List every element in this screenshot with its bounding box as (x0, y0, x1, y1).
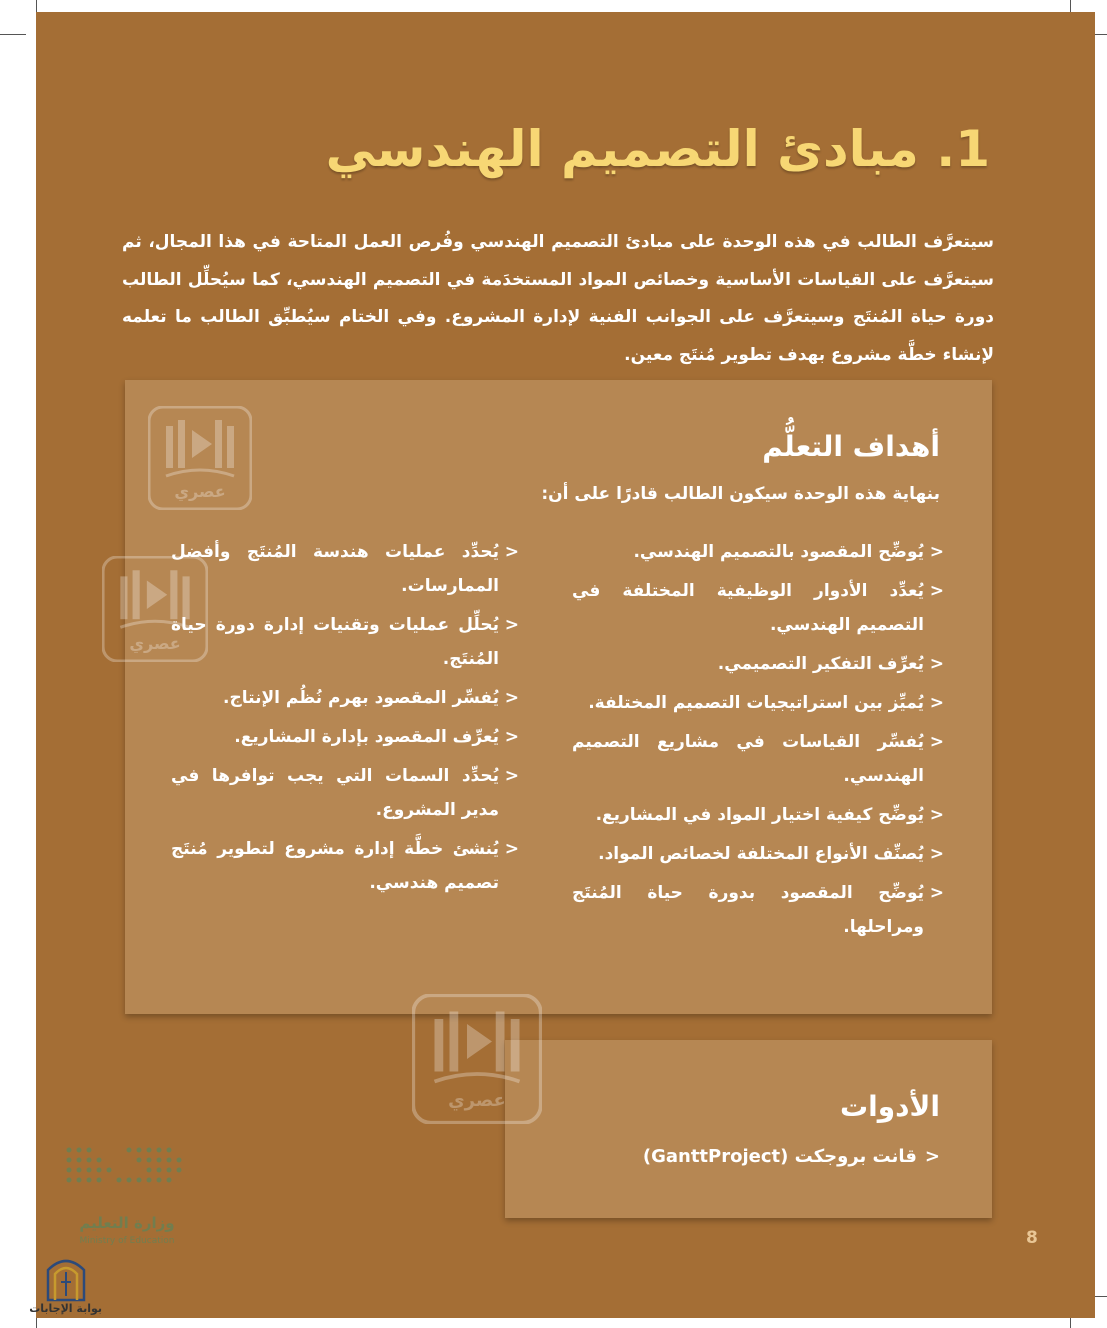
learning-goals-subtitle: بنهاية هذه الوحدة سيكون الطالب قادرًا على أن: (541, 484, 940, 504)
goal-item (572, 535, 944, 569)
learning-goals-title: أهداف التعلُّم (762, 430, 940, 463)
goal-item (572, 574, 944, 642)
chevron-left-icon: < (504, 727, 519, 747)
watermark-logo-icon (412, 994, 542, 1124)
learning-goals-panel (125, 380, 992, 1014)
goals-list-left (171, 535, 519, 905)
goal-item (572, 686, 944, 720)
watermark-label: عصري (448, 1090, 506, 1111)
ministry-dots-icon (24, 1140, 194, 1210)
tools-panel (505, 1040, 992, 1218)
goal-item (572, 647, 944, 681)
goal-item-text: يُحدِّد عمليات هندسة المُنتَج وأفضل الممارسات. (171, 542, 499, 596)
chevron-left-icon: < (929, 732, 944, 752)
goal-item (171, 832, 519, 900)
goal-item-text: يُعرِّف التفكير التصميمي. (717, 654, 924, 674)
tools-title: الأدوات (840, 1090, 940, 1123)
chevron-left-icon: < (504, 766, 519, 786)
watermark-logo-icon (102, 556, 208, 662)
goal-item (171, 720, 519, 754)
goal-item (572, 798, 944, 832)
chevron-left-icon: < (929, 805, 944, 825)
goal-item-text: يُميِّز بين استراتيجيات التصميم المختلفة. (588, 693, 924, 713)
chevron-left-icon: < (929, 581, 944, 601)
watermark-logo-icon (148, 406, 252, 510)
gate-label: بوابة الإجابات (29, 1302, 102, 1315)
goal-item-text: يُوضِّح المقصود بالتصميم الهندسي. (633, 542, 924, 562)
goal-item (171, 535, 519, 603)
chevron-left-icon: < (504, 688, 519, 708)
ministry-name-en: Ministry of Education (79, 1236, 175, 1246)
goal-item (572, 837, 944, 871)
page-number: 8 (1026, 1228, 1038, 1248)
ministry-logo (24, 1140, 194, 1260)
chevron-left-icon: < (929, 542, 944, 562)
goal-item-text: يُوضِّح المقصود بدورة حياة المُنتَج ومراحلها. (572, 883, 924, 937)
tool-item-label: قانت بروجكت (GanttProject) (642, 1146, 917, 1167)
goal-item (171, 759, 519, 827)
goal-item-text: يُحدِّد السمات التي يجب توافرها في مدير المشروع. (171, 766, 499, 820)
answers-gate-logo (30, 1252, 102, 1322)
crop-mark (0, 34, 26, 35)
textbook-page (36, 12, 1095, 1318)
goal-item-text: يُعدِّد الأدوار الوظيفية المختلفة في التصميم الهندسي. (572, 581, 924, 635)
chevron-left-icon: < (929, 844, 944, 864)
chevron-left-icon: < (929, 654, 944, 674)
goal-item-text: يُعرِّف المقصود بإدارة المشاريع. (234, 727, 499, 747)
chevron-left-icon: < (504, 542, 519, 562)
goal-item-text: يُحلِّل عمليات وتقنيات إدارة دورة حياة المُنتَج. (171, 615, 499, 669)
chevron-left-icon: < (504, 839, 519, 859)
goal-item (572, 876, 944, 944)
watermark-label: عصري (129, 634, 181, 653)
gate-icon (30, 1252, 102, 1302)
goal-item-text: يُوضِّح كيفية اختيار المواد في المشاريع. (595, 805, 924, 825)
goal-item (171, 681, 519, 715)
goal-item-text: يُفسِّر المقصود بهرم نُظُم الإنتاج. (223, 688, 499, 708)
ministry-name: وزارة التعليم (79, 1214, 175, 1232)
goal-item-text: يُصنِّف الأنواع المختلفة لخصائص المواد. (598, 844, 924, 864)
intro-paragraph: سيتعرَّف الطالب في هذه الوحدة على مبادئ التصميم الهندسي وفُرص العمل المتاحة في هذا المجال، ثم سيتعرَّف على القياسات الأساسية وخصائص المواد المستخدَمة في التصميم الهندسي، كما سيُحلِّل الطالب دورة حياة المُنتَج وسيتعرَّف على الجوانب الفنية لإدارة المشروع. وفي الختام سيُطبِّق الطالب ما تعلمه لإنشاء خطَّة مشروع بهدف تطوير مُنتَج معين. (122, 232, 994, 365)
goals-list-right (572, 535, 944, 949)
watermark-label: عصري (174, 482, 226, 501)
goal-item (572, 725, 944, 793)
goal-item (171, 608, 519, 676)
goal-item-text: يُنشئ خطَّة إدارة مشروع لتطوير مُنتَج تصميم هندسي. (171, 839, 499, 893)
page-title: 1. مبادئ التصميم الهندسي (325, 120, 990, 178)
goal-item-text: يُفسِّر القياسات في مشاريع التصميم الهندسي. (572, 732, 924, 786)
tool-item (643, 1146, 940, 1167)
chevron-left-icon: < (929, 883, 944, 903)
chevron-left-icon: < (504, 615, 519, 635)
chevron-left-icon: < (924, 1146, 940, 1167)
chevron-left-icon: < (929, 693, 944, 713)
